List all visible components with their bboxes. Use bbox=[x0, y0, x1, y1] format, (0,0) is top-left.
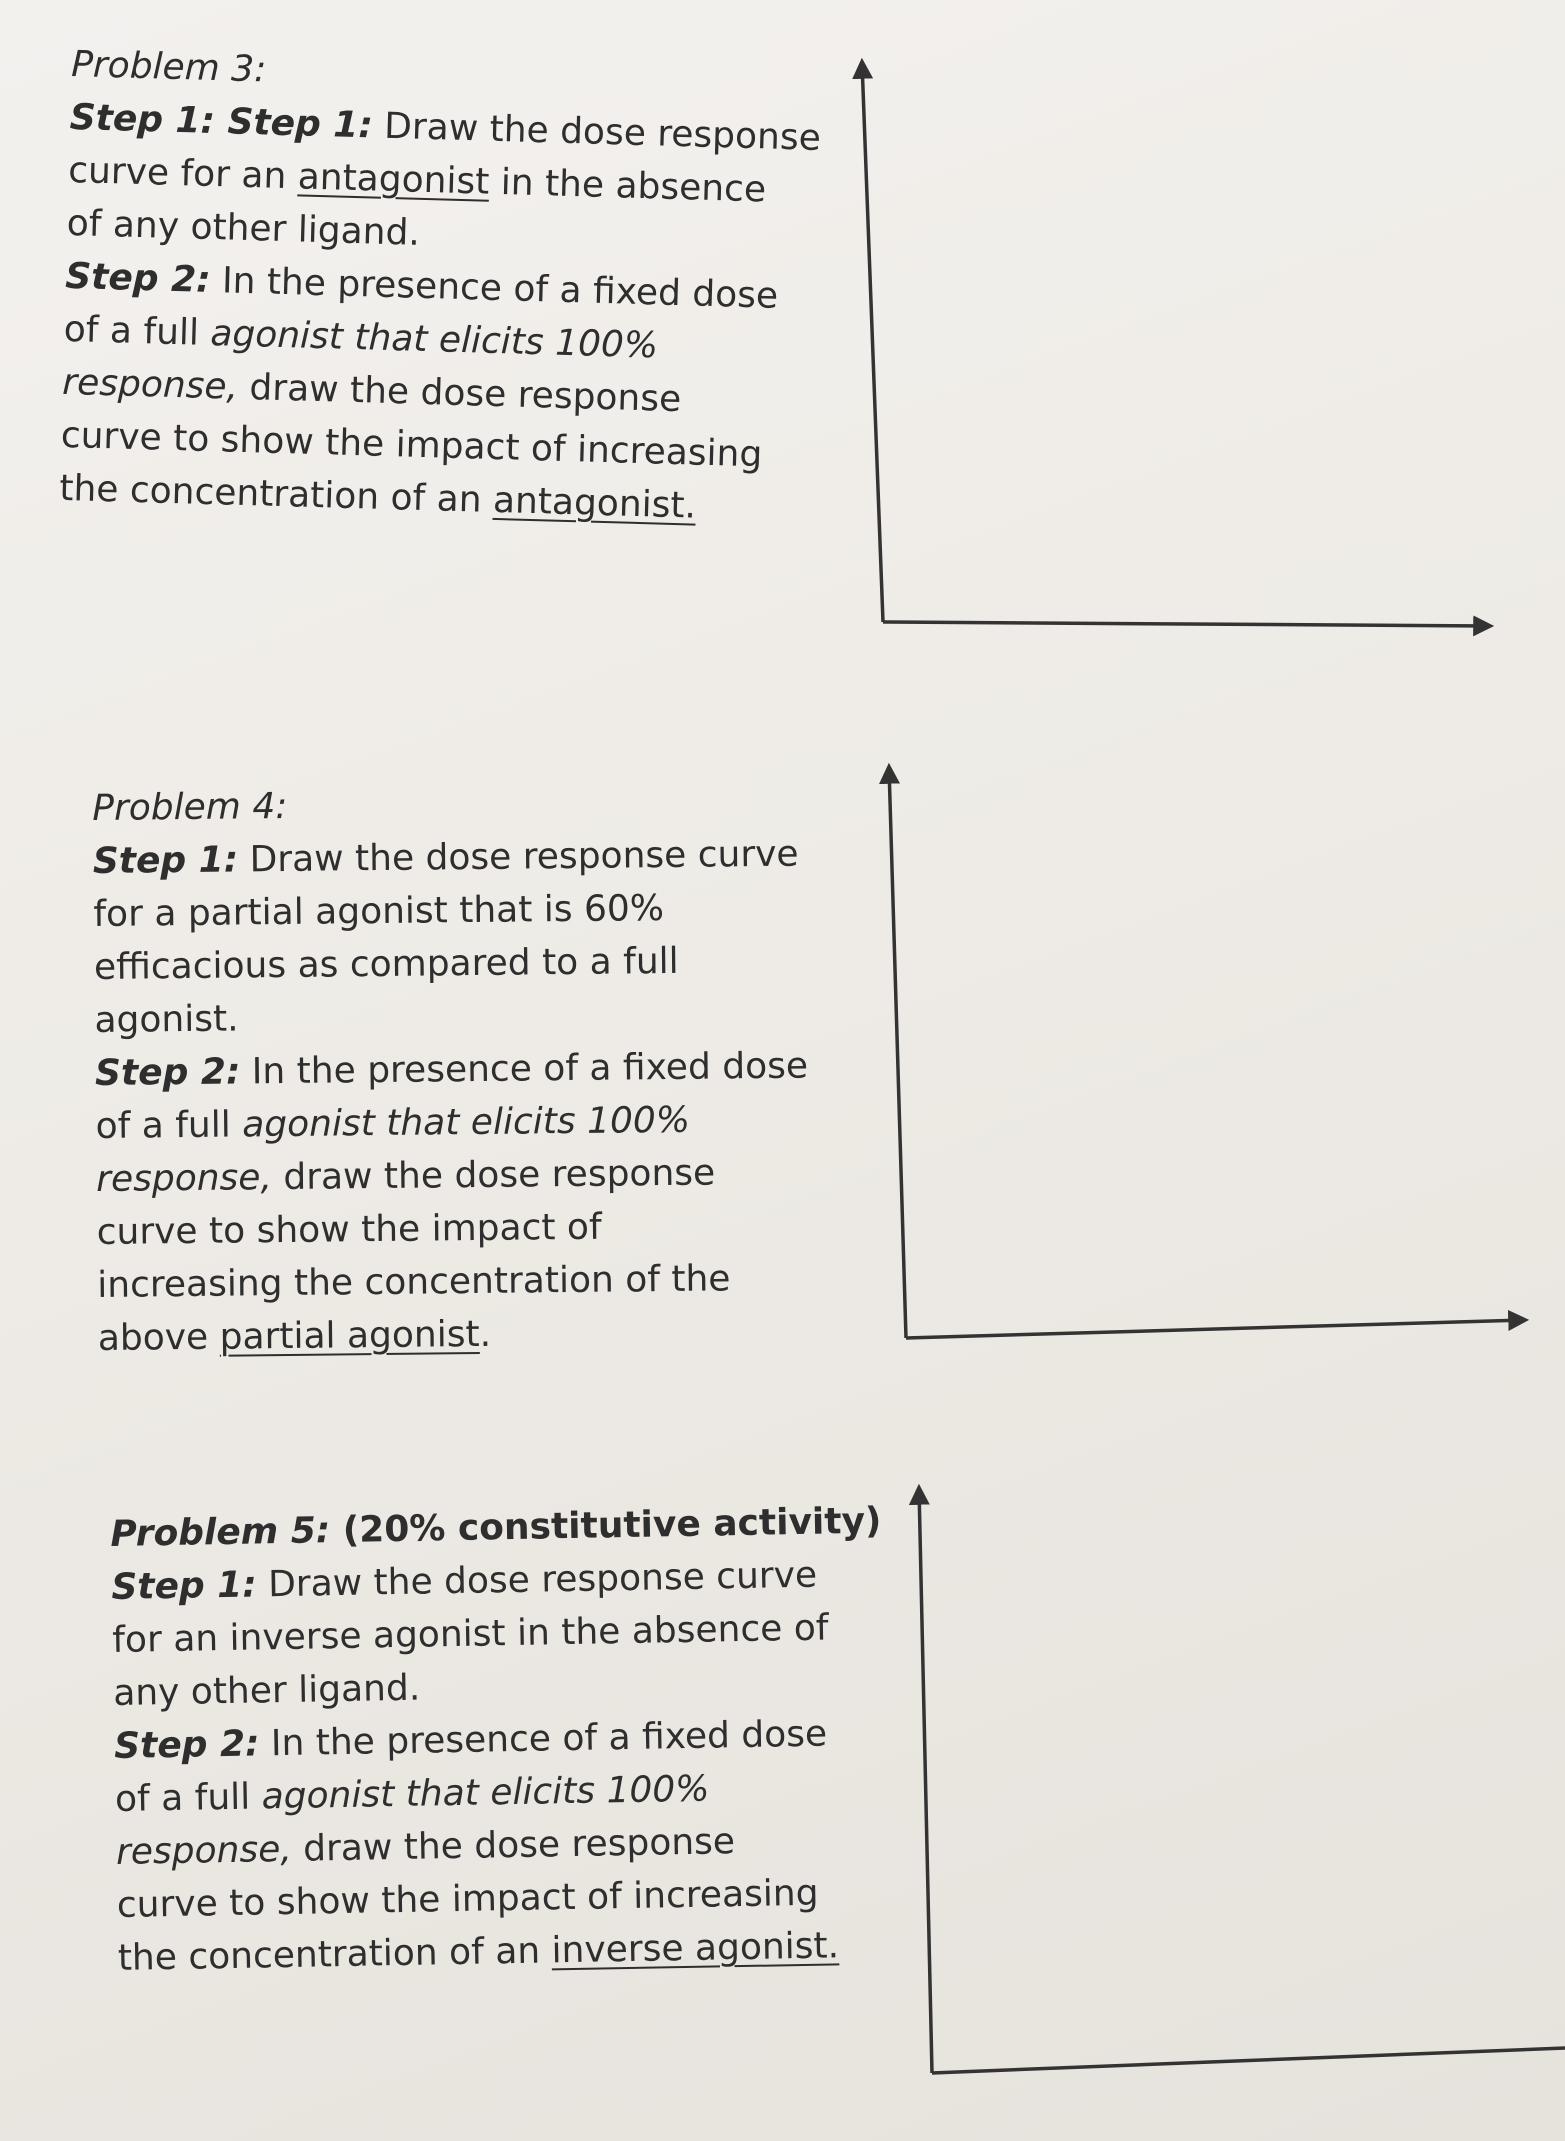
problem-5-step1-line1: Step 1: Draw the dose response curve bbox=[111, 1554, 818, 1608]
problem-3-step1-line3: of any other ligand. bbox=[66, 202, 421, 254]
underlined-partial-agonist: partial agonist bbox=[219, 1313, 480, 1358]
problem-5 bbox=[110, 1495, 889, 1985]
problem-3-x-axis bbox=[883, 622, 1490, 626]
problem-4-y-axis bbox=[889, 767, 906, 1338]
problem-3-step2-line1: Step 2: In the presence of a fixed dose bbox=[64, 255, 779, 317]
problem-3-title: Problem 3: bbox=[70, 43, 267, 91]
problem-5-step1-line3: any other ligand. bbox=[112, 1667, 421, 1714]
step2-label: Step 2: bbox=[113, 1723, 260, 1767]
problem-5-step2-line5: the concentration of an inverse agonist. bbox=[117, 1925, 840, 1979]
underlined-inverse-agonist: inverse agonist. bbox=[551, 1925, 840, 1972]
problem-3-step2-line5: the concentration of an antagonist. bbox=[58, 467, 697, 527]
problem-4-axes[interactable] bbox=[889, 767, 1525, 1338]
problem-5-step2-line1: Step 2: In the presence of a fixed dose bbox=[113, 1713, 828, 1767]
problem-5-step2-line2: of a full agonist that elicits 100% bbox=[114, 1768, 710, 1820]
problem-5-step2-line3: response, draw the dose response bbox=[115, 1821, 736, 1873]
problem-3-y-axis bbox=[862, 62, 883, 622]
problem-3-step1-line2: curve for an antagonist in the absence bbox=[67, 149, 767, 211]
problem-4 bbox=[92, 775, 811, 1365]
problem-5-x-axis bbox=[932, 2048, 1565, 2073]
problem-4-step2-line4: curve to show the impact of bbox=[96, 1206, 602, 1253]
problem-3 bbox=[59, 38, 823, 536]
problem-4-title: Problem 4: bbox=[92, 785, 288, 829]
problem-3-step2-line3: response, draw the dose response bbox=[61, 361, 682, 421]
problem-5-step2-line4: curve to show the impact of increasing bbox=[116, 1872, 819, 1926]
problem-3-axes[interactable] bbox=[862, 62, 1490, 626]
problem-4-step1-line3: efficacious as compared to a full bbox=[93, 940, 679, 988]
problem-4-step2-line1: Step 2: In the presence of a fixed dose bbox=[94, 1045, 809, 1094]
problem-4-step2-line6: above partial agonist. bbox=[97, 1313, 492, 1359]
problem-4-step1-line2: for a partial agonist that is 60% bbox=[93, 888, 665, 935]
underlined-antagonist: antagonist bbox=[297, 156, 490, 203]
problem-5-y-axis bbox=[919, 1488, 932, 2073]
underlined-antagonist: antagonist. bbox=[492, 479, 697, 527]
step2-label: Step 2: bbox=[64, 255, 212, 301]
problem-3-step2-line2: of a full agonist that elicits 100% bbox=[63, 308, 659, 367]
problem-4-step2-line5: increasing the concentration of the bbox=[97, 1258, 731, 1306]
problem-5-axes[interactable] bbox=[919, 1488, 1565, 2073]
problem-3-step2-line4: curve to show the impact of increasing bbox=[60, 414, 763, 476]
step2-label: Step 2: bbox=[94, 1051, 241, 1094]
problem-4-x-axis bbox=[906, 1320, 1525, 1338]
problem-3-step1-line1: Step 1: Step 1: Draw the dose response bbox=[69, 96, 822, 159]
step1-label: Step 1: bbox=[92, 839, 239, 882]
problem-4-step2-line3: response, draw the dose response bbox=[95, 1152, 716, 1200]
problem-5-title: Problem 5: (20% constitutive activity) bbox=[110, 1500, 882, 1555]
problem-5-step1-line2: for an inverse agonist in the absence of bbox=[111, 1607, 829, 1661]
step1-label: Step 1: Step 1: bbox=[69, 96, 374, 147]
problem-4-step2-line2: of a full agonist that elicits 100% bbox=[95, 1099, 691, 1147]
problem-4-step1-line1: Step 1: Draw the dose response curve bbox=[92, 833, 799, 882]
step1-label: Step 1: bbox=[111, 1564, 258, 1608]
problem-4-step1-line4: agonist. bbox=[94, 998, 239, 1041]
